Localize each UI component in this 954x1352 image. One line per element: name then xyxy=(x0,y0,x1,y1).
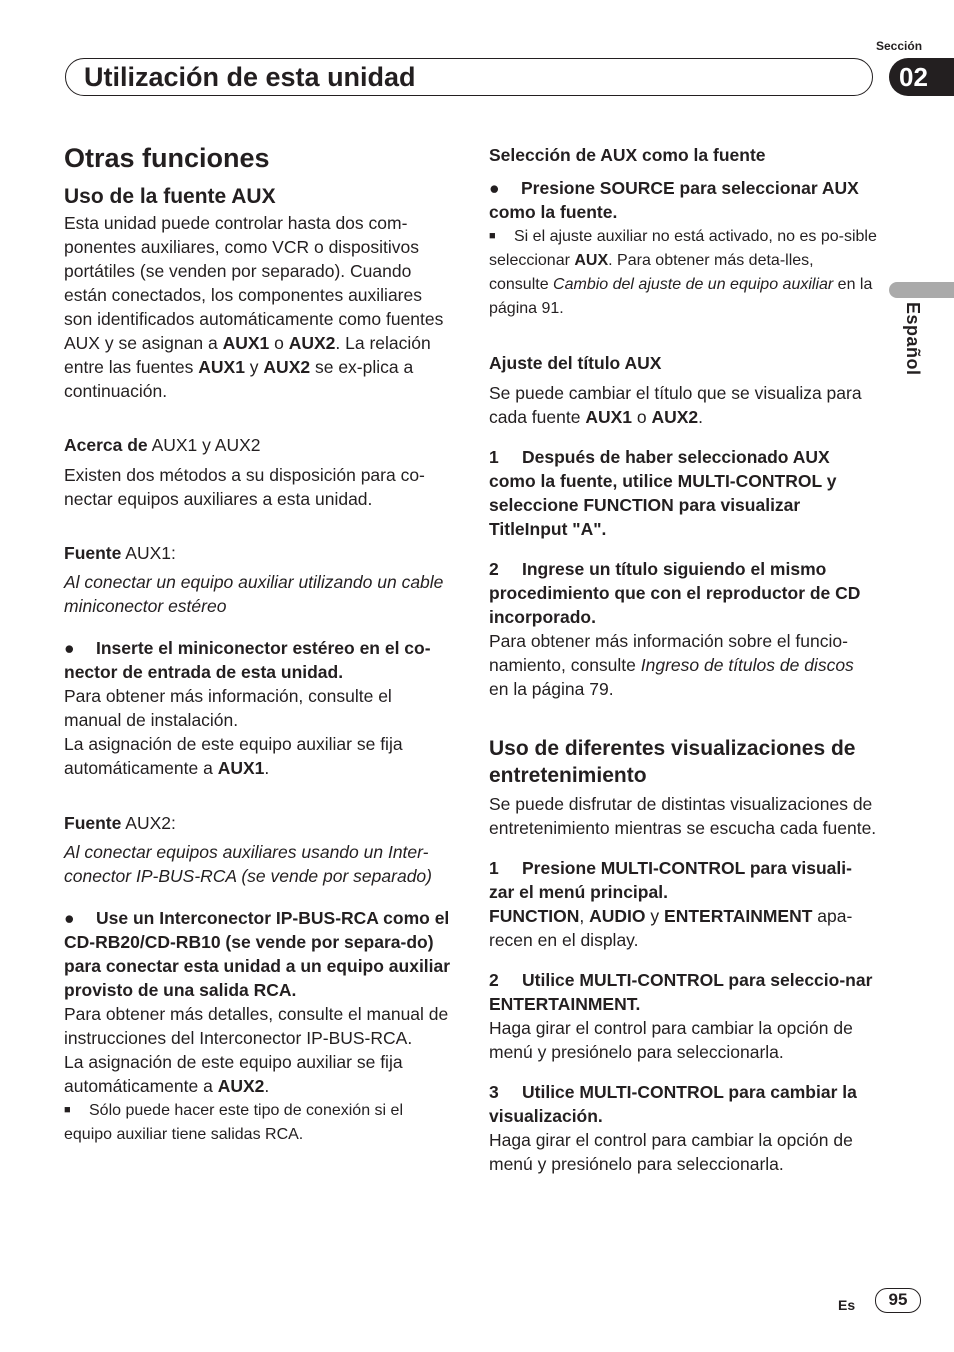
square-bullet-icon: ■ xyxy=(489,230,496,242)
aux2-note: ■ Sólo puede hacer este tipo de conexión si el equipo auxiliar tiene salidas RCA. xyxy=(64,1098,454,1147)
subheading-seleccion: Selección de AUX como la fuente xyxy=(489,145,766,165)
aux2-assignment: La asignación de este equipo auxiliar se fija automáticamente a AUX2. xyxy=(64,1052,403,1096)
language-tab-marker xyxy=(889,282,954,298)
subheading-ajuste: Ajuste del título AUX xyxy=(489,353,662,373)
intro-paragraph: Esta unidad puede controlar hasta dos com-ponentes auxiliares, como VCR o dispositivos portátiles (se venden por separado). Cuando están conectados, los componentes auxiliares son identificados automáticamente como fuentes AUX y se asignan a AUX1 o AUX2. La relación entre las fuentes AUX1 y AUX2 se ex-plica a continuación. xyxy=(64,213,444,401)
uso-step-2: 2 Utilice MULTI-CONTROL para seleccio-nar ENTERTAINMENT. xyxy=(489,970,873,1014)
bullet-icon: ● xyxy=(64,638,75,658)
uso-step-3-detail: Haga girar el control para cambiar la opción de menú y presiónelo para seleccionarla. xyxy=(489,1130,853,1174)
uso-paragraph: Se puede disfrutar de distintas visualizaciones de entretenimiento mientras se escucha cada fuente. xyxy=(489,794,877,838)
page-heading: Otras funciones xyxy=(64,143,270,173)
ajuste-step-2: 2 Ingrese un título siguiendo el mismo procedimiento que con el reproductor de CD incorporado. xyxy=(489,559,861,627)
aux1-step: ● Inserte el miniconector estéreo en el co-nector de entrada de esta unidad. xyxy=(64,638,431,682)
chapter-title: Utilización de esta unidad xyxy=(84,62,416,92)
language-tab-label: Español xyxy=(903,302,923,376)
page-number: 95 xyxy=(875,1288,921,1313)
subheading-aux2: Fuente AUX2: xyxy=(64,813,176,833)
right-column xyxy=(489,140,877,1176)
section-number-badge: 02 xyxy=(889,58,954,96)
subheading-aux1: Fuente AUX1: xyxy=(64,543,176,563)
bullet-icon: ● xyxy=(489,178,500,198)
left-column xyxy=(64,140,454,1147)
section-heading-aux: Uso de la fuente AUX xyxy=(64,185,276,208)
aux1-italic-note: Al conectar un equipo auxiliar utilizando un cable miniconector estéreo xyxy=(64,572,444,616)
ajuste-paragraph: Se puede cambiar el título que se visualiza para cada fuente AUX1 o AUX2. xyxy=(489,383,862,427)
aux2-info: Para obtener más detalles, consulte el manual de instrucciones del Interconector IP-BUS-RCA. xyxy=(64,1004,449,1048)
aux2-italic-note: Al conectar equipos auxiliares usando un Inter-conector IP-BUS-RCA (se vende por separado) xyxy=(64,842,432,886)
section-heading-entretenimiento: Uso de diferentes visualizaciones de entretenimiento xyxy=(489,737,856,787)
uso-step-2-detail: Haga girar el control para cambiar la opción de menú y presiónelo para seleccionarla. xyxy=(489,1018,853,1062)
aux1-info: Para obtener más información, consulte el manual de instalación. xyxy=(64,686,392,730)
acerca-paragraph: Existen dos métodos a su disposición para co-nectar equipos auxiliares a esta unidad. xyxy=(64,465,425,509)
aux1-assignment: La asignación de este equipo auxiliar se fija automáticamente a AUX1. xyxy=(64,734,403,778)
footer-language: Es xyxy=(838,1297,856,1313)
ajuste-step-1: 1 Después de haber seleccionado AUX como la fuente, utilice MULTI-CONTROL y seleccione FUNCTION para visualizar TitleInput "A". xyxy=(489,447,837,539)
square-bullet-icon: ■ xyxy=(64,1104,71,1116)
uso-step-1: 1 Presione MULTI-CONTROL para visuali-zar el menú principal. xyxy=(489,858,852,902)
seleccion-note: ■ Si el ajuste auxiliar no está activado, no es po-sible seleccionar AUX. Para obtener más deta-lles, consulte Cambio del ajuste de un equipo auxiliar en la página 91. xyxy=(489,224,877,321)
subheading-acerca: Acerca de AUX1 y AUX2 xyxy=(64,435,261,455)
uso-step-3: 3 Utilice MULTI-CONTROL para cambiar la visualización. xyxy=(489,1082,857,1126)
aux2-step: ● Use un Interconector IP-BUS-RCA como el CD-RB20/CD-RB10 (se vende por separa-do) para conectar esta unidad a un equipo auxiliar provisto de una salida RCA. xyxy=(64,908,451,1000)
ajuste-info: Para obtener más información sobre el funcio-namiento, consulte Ingreso de títulos de discos en la página 79. xyxy=(489,631,854,699)
bullet-icon: ● xyxy=(64,908,75,928)
uso-step-1-detail: FUNCTION, AUDIO y ENTERTAINMENT apa-recen en el display. xyxy=(489,906,853,950)
seleccion-step: ● Presione SOURCE para seleccionar AUX como la fuente. xyxy=(489,178,859,222)
section-label: Sección xyxy=(876,39,923,53)
